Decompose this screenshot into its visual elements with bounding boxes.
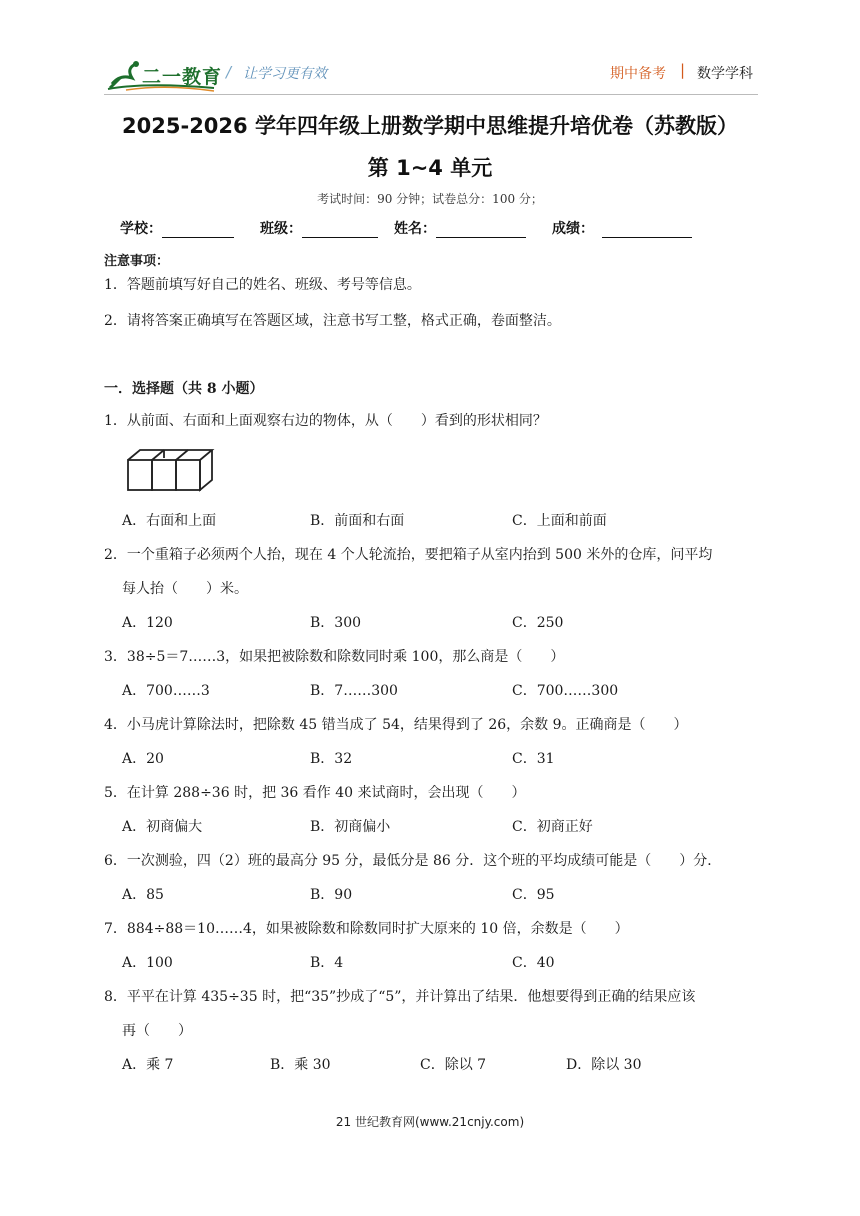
option-b[interactable]: B．90 bbox=[310, 887, 353, 903]
score-blank[interactable] bbox=[602, 223, 692, 238]
question-1: 1．从前面、右面和上面观察右边的物体，从（ ）看到的形状相同？ bbox=[104, 413, 547, 429]
option-b[interactable]: B．初商偏小 bbox=[310, 819, 391, 835]
option-c[interactable]: C．250 bbox=[512, 615, 564, 631]
tag-separator: | bbox=[680, 61, 686, 79]
option-b[interactable]: B．300 bbox=[310, 615, 362, 631]
class-field[interactable] bbox=[260, 218, 378, 238]
option-a[interactable]: A．85 bbox=[122, 887, 164, 903]
question-6: 6．一次测验，四（2）班的最高分 95 分，最低分是 86 分．这个班的平均成绩可能是（ ）分． bbox=[104, 853, 722, 869]
option-c[interactable]: C．上面和前面 bbox=[512, 513, 607, 529]
option-a[interactable]: A．20 bbox=[122, 751, 164, 767]
slogan: 让学习更有效 bbox=[243, 66, 327, 82]
brand-name: 二一教育 bbox=[142, 66, 223, 88]
subject-tag: 数学学科 bbox=[697, 66, 753, 82]
name-blank[interactable] bbox=[436, 223, 526, 238]
score-field[interactable] bbox=[552, 218, 692, 238]
question-3: 3．38÷5＝7……3，如果把被除数和除数同时乘 100，那么商是（ ） bbox=[104, 649, 565, 665]
name-label: 姓名： bbox=[394, 221, 436, 237]
question-2: 2．一个重箱子必须两个人抬，现在 4 个人轮流抬，要把箱子从室内抬到 500 米外的仓库，问平均 bbox=[104, 547, 713, 563]
option-a[interactable]: A．初商偏大 bbox=[122, 819, 203, 835]
option-b[interactable]: B．乘 30 bbox=[270, 1057, 331, 1073]
option-a[interactable]: A．乘 7 bbox=[122, 1057, 174, 1073]
option-a[interactable]: A．右面和上面 bbox=[122, 513, 217, 529]
option-c[interactable]: C．初商正好 bbox=[512, 819, 593, 835]
exam-info: 考试时间：90 分钟；试卷总分：100 分； bbox=[317, 192, 543, 206]
page-header bbox=[0, 0, 860, 100]
option-b[interactable]: B．7……300 bbox=[310, 683, 398, 699]
exam-tag: 期中备考 bbox=[610, 66, 666, 82]
class-blank[interactable] bbox=[302, 223, 378, 238]
option-a[interactable]: A．700……3 bbox=[122, 683, 210, 699]
option-a[interactable]: A．100 bbox=[122, 955, 173, 971]
page-subtitle: 第 1~4 单元 bbox=[367, 156, 493, 180]
slogan-separator: / bbox=[226, 63, 232, 81]
page-footer: 21 世纪教育网(www.21cnjy.com) bbox=[335, 1115, 525, 1129]
question-5: 5．在计算 288÷36 时，把 36 看作 40 来试商时，会出现（ ） bbox=[104, 785, 526, 801]
class-label: 班级： bbox=[260, 221, 302, 237]
section-heading: 一．选择题（共 8 小题） bbox=[104, 381, 264, 397]
notice-item: 1．答题前填写好自己的姓名、班级、考号等信息。 bbox=[104, 277, 421, 293]
option-c[interactable]: C．31 bbox=[512, 751, 555, 767]
header-divider bbox=[104, 94, 758, 95]
notice-title: 注意事项： bbox=[104, 254, 170, 269]
option-b[interactable]: B．4 bbox=[310, 955, 344, 971]
school-label: 学校： bbox=[120, 221, 162, 237]
option-c[interactable]: C．700……300 bbox=[512, 683, 619, 699]
name-field[interactable] bbox=[394, 218, 526, 238]
notice-item: 2．请将答案正确填写在答题区域，注意书写工整，格式正确，卷面整洁。 bbox=[104, 313, 561, 329]
option-c[interactable]: C．除以 7 bbox=[420, 1057, 487, 1073]
option-c[interactable]: C．40 bbox=[512, 955, 555, 971]
school-field[interactable] bbox=[120, 218, 234, 238]
question-8-cont: 再（ ） bbox=[122, 1023, 192, 1039]
option-b[interactable]: B．32 bbox=[310, 751, 353, 767]
option-b[interactable]: B．前面和右面 bbox=[310, 513, 405, 529]
question-4: 4．小马虎计算除法时，把除数 45 错当成了 54，结果得到了 26，余数 9。正确商是（ ） bbox=[104, 717, 688, 733]
question-8: 8．平平在计算 435÷35 时，把“35”抄成了“5”，并计算出了结果．他想要得到正确的结果应该 bbox=[104, 989, 696, 1005]
option-c[interactable]: C．95 bbox=[512, 887, 555, 903]
question-7: 7．884÷88＝10……4，如果被除数和除数同时扩大原来的 10 倍，余数是（ ） bbox=[104, 921, 629, 937]
cubes-figure-icon bbox=[126, 446, 218, 492]
page-title: 2025-2026 学年四年级上册数学期中思维提升培优卷（苏教版） bbox=[122, 114, 738, 138]
option-d[interactable]: D．除以 30 bbox=[566, 1057, 642, 1073]
score-label: 成绩： bbox=[552, 221, 594, 237]
option-a[interactable]: A．120 bbox=[122, 615, 173, 631]
question-2-cont: 每人抬（ ）米。 bbox=[122, 581, 248, 597]
school-blank[interactable] bbox=[162, 223, 234, 238]
